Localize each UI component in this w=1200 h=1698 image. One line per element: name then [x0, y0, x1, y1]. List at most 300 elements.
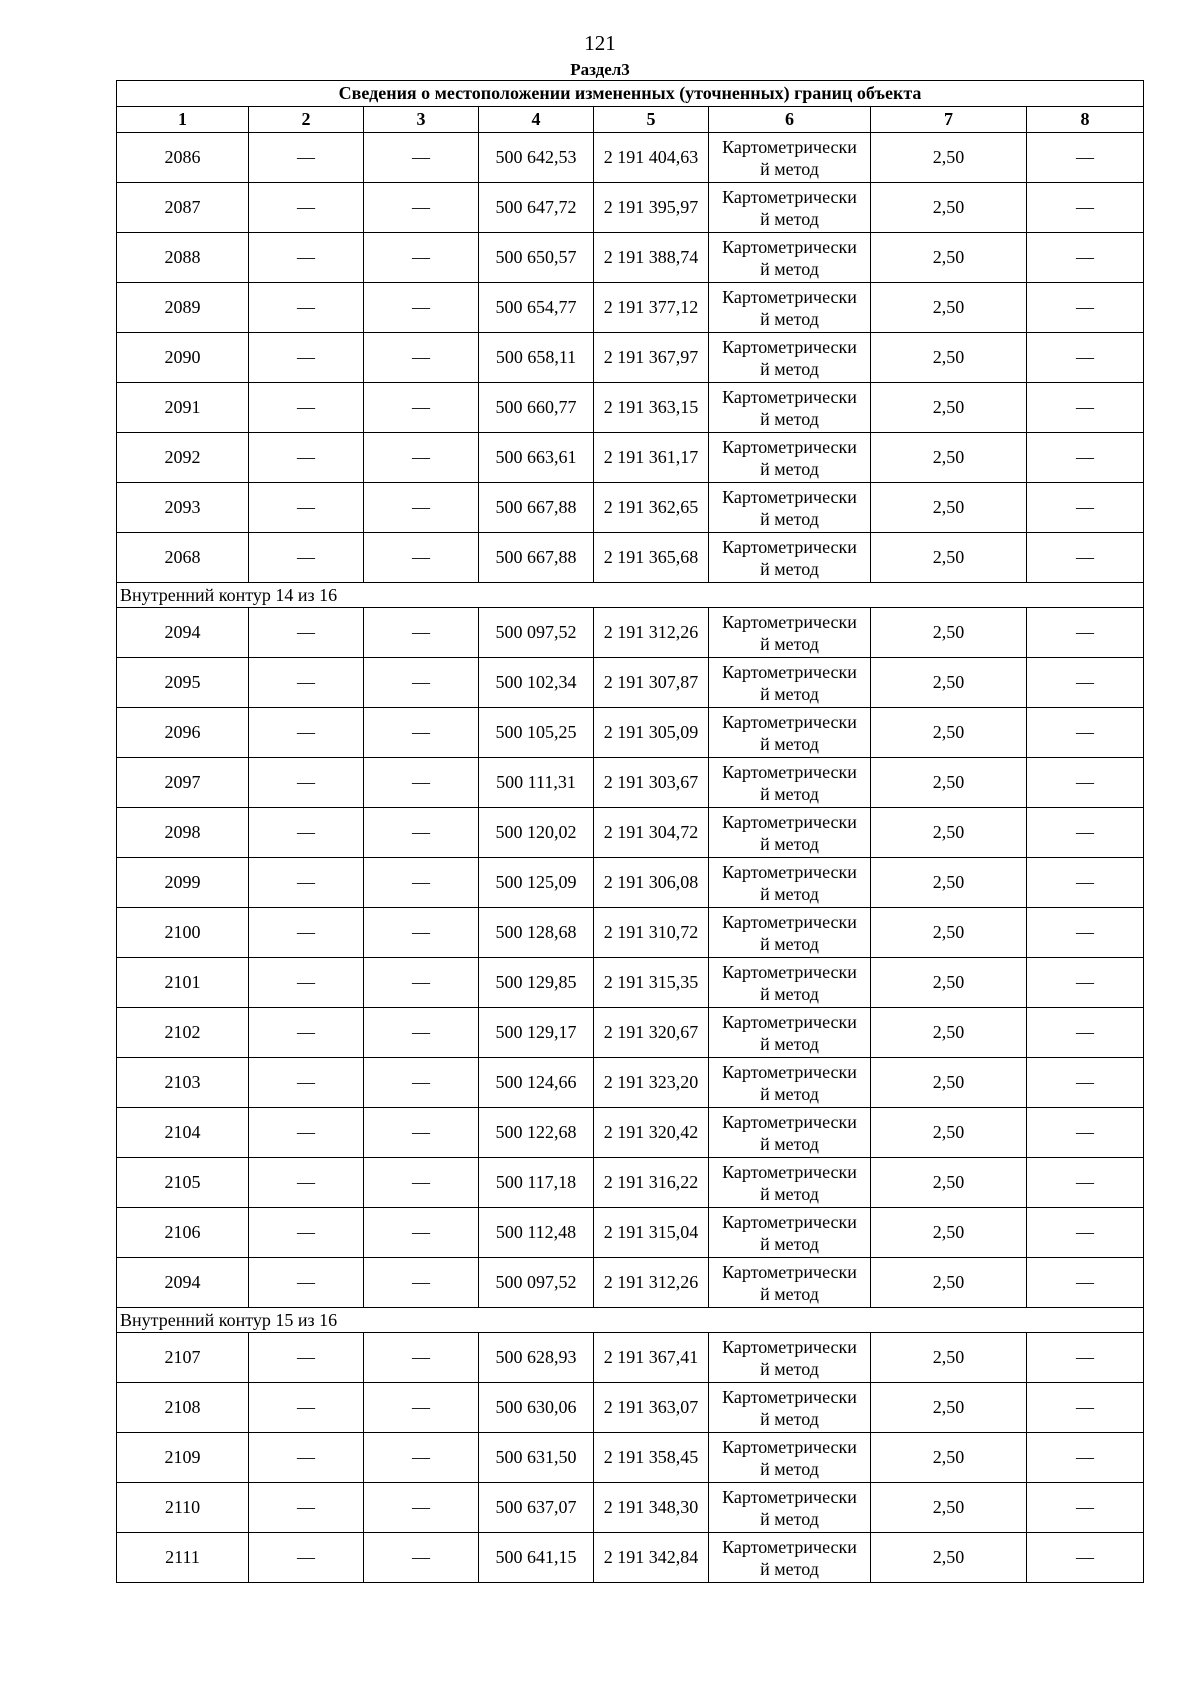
empty-dash-cell: —	[1027, 133, 1144, 183]
method-cell	[709, 908, 871, 958]
method-cell	[709, 1208, 871, 1258]
empty-dash-cell: —	[1027, 808, 1144, 858]
table-row	[117, 908, 1144, 958]
empty-dash-cell: —	[1027, 1008, 1144, 1058]
method-cell	[709, 1433, 871, 1483]
precision-cell: 2,50	[871, 858, 1027, 908]
empty-dash-cell: —	[1027, 433, 1144, 483]
empty-dash-cell: —	[364, 1058, 479, 1108]
method-cell	[709, 808, 871, 858]
coordinate-y-cell: 2 191 395,97	[594, 183, 709, 233]
coordinate-y-cell: 2 191 323,20	[594, 1058, 709, 1108]
contour-label: Внутренний контур 15 из 16	[117, 1308, 1144, 1333]
method-text-line1: Картометрически	[722, 961, 857, 982]
method-text-line1: Картометрически	[722, 811, 857, 832]
method-cell	[709, 1108, 871, 1158]
empty-dash-cell: —	[364, 958, 479, 1008]
precision-cell: 2,50	[871, 1208, 1027, 1258]
empty-dash-cell: —	[364, 483, 479, 533]
method-text-line2: й метод	[760, 1283, 819, 1304]
coordinate-y-cell: 2 191 367,41	[594, 1333, 709, 1383]
method-text-line2: й метод	[760, 508, 819, 529]
empty-dash-cell: —	[249, 758, 364, 808]
method-text-line1: Картометрически	[722, 861, 857, 882]
empty-dash-cell: —	[1027, 758, 1144, 808]
point-number-cell: 2068	[117, 533, 249, 583]
point-number-cell: 2096	[117, 708, 249, 758]
coordinate-x-cell: 500 658,11	[479, 333, 594, 383]
column-number: 5	[594, 107, 709, 133]
method-text-line1: Картометрически	[722, 1111, 857, 1132]
coordinate-y-cell: 2 191 388,74	[594, 233, 709, 283]
boundary-coordinates-table	[116, 80, 1144, 1583]
coordinate-x-cell: 500 125,09	[479, 858, 594, 908]
coordinate-x-cell: 500 642,53	[479, 133, 594, 183]
coordinate-y-cell: 2 191 377,12	[594, 283, 709, 333]
empty-dash-cell: —	[249, 658, 364, 708]
method-cell	[709, 283, 871, 333]
table-row	[117, 1208, 1144, 1258]
empty-dash-cell: —	[249, 483, 364, 533]
point-number-cell: 2092	[117, 433, 249, 483]
precision-cell: 2,50	[871, 433, 1027, 483]
point-number-cell: 2105	[117, 1158, 249, 1208]
coordinate-x-cell: 500 105,25	[479, 708, 594, 758]
method-text-line1: Картометрически	[722, 661, 857, 682]
precision-cell: 2,50	[871, 333, 1027, 383]
table-row	[117, 283, 1144, 333]
empty-dash-cell: —	[364, 808, 479, 858]
coordinate-x-cell: 500 112,48	[479, 1208, 594, 1258]
precision-cell: 2,50	[871, 958, 1027, 1008]
empty-dash-cell: —	[1027, 1533, 1144, 1583]
method-cell	[709, 608, 871, 658]
empty-dash-cell: —	[364, 1158, 479, 1208]
method-text-line1: Картометрически	[722, 1336, 857, 1357]
method-cell	[709, 1333, 871, 1383]
method-cell	[709, 958, 871, 1008]
precision-cell: 2,50	[871, 808, 1027, 858]
point-number-cell: 2090	[117, 333, 249, 383]
coordinate-x-cell: 500 630,06	[479, 1383, 594, 1433]
point-number-cell: 2108	[117, 1383, 249, 1433]
empty-dash-cell: —	[249, 908, 364, 958]
method-text-line1: Картометрически	[722, 1211, 857, 1232]
table-row	[117, 1258, 1144, 1308]
empty-dash-cell: —	[249, 1258, 364, 1308]
column-numbers-row	[117, 107, 1144, 133]
precision-cell: 2,50	[871, 133, 1027, 183]
empty-dash-cell: —	[249, 1208, 364, 1258]
point-number-cell: 2088	[117, 233, 249, 283]
empty-dash-cell: —	[364, 533, 479, 583]
method-text-line2: й метод	[760, 1408, 819, 1429]
coordinate-y-cell: 2 191 365,68	[594, 533, 709, 583]
empty-dash-cell: —	[1027, 1333, 1144, 1383]
coordinate-y-cell: 2 191 305,09	[594, 708, 709, 758]
empty-dash-cell: —	[249, 283, 364, 333]
empty-dash-cell: —	[249, 858, 364, 908]
table-row	[117, 233, 1144, 283]
empty-dash-cell: —	[1027, 233, 1144, 283]
method-text-line1: Картометрически	[722, 236, 857, 257]
method-text-line2: й метод	[760, 833, 819, 854]
empty-dash-cell: —	[364, 183, 479, 233]
method-cell	[709, 383, 871, 433]
method-text-line1: Картометрически	[722, 1486, 857, 1507]
empty-dash-cell: —	[1027, 483, 1144, 533]
empty-dash-cell: —	[1027, 658, 1144, 708]
table-row	[117, 1108, 1144, 1158]
coordinate-y-cell: 2 191 404,63	[594, 133, 709, 183]
empty-dash-cell: —	[1027, 1158, 1144, 1208]
precision-cell: 2,50	[871, 383, 1027, 433]
method-cell	[709, 483, 871, 533]
point-number-cell: 2097	[117, 758, 249, 808]
method-text-line2: й метод	[760, 1358, 819, 1379]
empty-dash-cell: —	[364, 283, 479, 333]
method-text-line2: й метод	[760, 558, 819, 579]
point-number-cell: 2111	[117, 1533, 249, 1583]
table-row	[117, 1058, 1144, 1108]
column-number: 6	[709, 107, 871, 133]
empty-dash-cell: —	[249, 383, 364, 433]
contour-header-row	[117, 1308, 1144, 1333]
empty-dash-cell: —	[1027, 1208, 1144, 1258]
empty-dash-cell: —	[249, 808, 364, 858]
precision-cell: 2,50	[871, 233, 1027, 283]
empty-dash-cell: —	[364, 1533, 479, 1583]
empty-dash-cell: —	[249, 433, 364, 483]
coordinate-x-cell: 500 129,17	[479, 1008, 594, 1058]
precision-cell: 2,50	[871, 1533, 1027, 1583]
empty-dash-cell: —	[249, 1383, 364, 1433]
precision-cell: 2,50	[871, 1008, 1027, 1058]
method-text-line2: й метод	[760, 983, 819, 1004]
method-text-line2: й метод	[760, 1233, 819, 1254]
coordinate-y-cell: 2 191 306,08	[594, 858, 709, 908]
point-number-cell: 2094	[117, 1258, 249, 1308]
empty-dash-cell: —	[364, 1483, 479, 1533]
empty-dash-cell: —	[364, 608, 479, 658]
empty-dash-cell: —	[1027, 283, 1144, 333]
method-cell	[709, 183, 871, 233]
empty-dash-cell: —	[364, 1333, 479, 1383]
method-text-line1: Картометрически	[722, 436, 857, 457]
method-text-line1: Картометрически	[722, 536, 857, 557]
table-row	[117, 808, 1144, 858]
column-number: 4	[479, 107, 594, 133]
method-text-line1: Картометрически	[722, 761, 857, 782]
method-text-line2: й метод	[760, 158, 819, 179]
precision-cell: 2,50	[871, 1158, 1027, 1208]
method-text-line1: Картометрически	[722, 286, 857, 307]
method-cell	[709, 333, 871, 383]
coordinate-y-cell: 2 191 342,84	[594, 1533, 709, 1583]
precision-cell: 2,50	[871, 1483, 1027, 1533]
empty-dash-cell: —	[1027, 333, 1144, 383]
point-number-cell: 2095	[117, 658, 249, 708]
empty-dash-cell: —	[249, 1108, 364, 1158]
coordinate-x-cell: 500 124,66	[479, 1058, 594, 1108]
section-title: Раздел3	[570, 60, 630, 79]
method-text-line2: й метод	[760, 1033, 819, 1054]
empty-dash-cell: —	[249, 133, 364, 183]
table-row	[117, 1008, 1144, 1058]
page-number: 121	[584, 31, 616, 55]
coordinate-x-cell: 500 122,68	[479, 1108, 594, 1158]
empty-dash-cell: —	[249, 1008, 364, 1058]
point-number-cell: 2102	[117, 1008, 249, 1058]
empty-dash-cell: —	[1027, 858, 1144, 908]
empty-dash-cell: —	[249, 533, 364, 583]
coordinate-y-cell: 2 191 307,87	[594, 658, 709, 708]
empty-dash-cell: —	[1027, 383, 1144, 433]
table-row	[117, 1158, 1144, 1208]
method-text-line2: й метод	[760, 883, 819, 904]
method-cell	[709, 133, 871, 183]
point-number-cell: 2089	[117, 283, 249, 333]
table-row	[117, 1383, 1144, 1433]
coordinate-x-cell: 500 660,77	[479, 383, 594, 433]
column-number: 8	[1027, 107, 1144, 133]
coordinate-y-cell: 2 191 316,22	[594, 1158, 709, 1208]
method-text-line1: Картометрически	[722, 336, 857, 357]
coordinate-x-cell: 500 647,72	[479, 183, 594, 233]
precision-cell: 2,50	[871, 1108, 1027, 1158]
empty-dash-cell: —	[364, 858, 479, 908]
empty-dash-cell: —	[249, 1433, 364, 1483]
coordinate-x-cell: 500 128,68	[479, 908, 594, 958]
table-row	[117, 608, 1144, 658]
coordinate-x-cell: 500 637,07	[479, 1483, 594, 1533]
table-row	[117, 433, 1144, 483]
empty-dash-cell: —	[1027, 1383, 1144, 1433]
coordinate-x-cell: 500 667,88	[479, 483, 594, 533]
empty-dash-cell: —	[364, 433, 479, 483]
precision-cell: 2,50	[871, 908, 1027, 958]
empty-dash-cell: —	[364, 1008, 479, 1058]
table-row	[117, 658, 1144, 708]
point-number-cell: 2099	[117, 858, 249, 908]
empty-dash-cell: —	[364, 1433, 479, 1483]
method-text-line2: й метод	[760, 683, 819, 704]
precision-cell: 2,50	[871, 658, 1027, 708]
method-text-line2: й метод	[760, 1558, 819, 1579]
method-cell	[709, 658, 871, 708]
coordinate-x-cell: 500 631,50	[479, 1433, 594, 1483]
table-row	[117, 133, 1144, 183]
empty-dash-cell: —	[249, 233, 364, 283]
empty-dash-cell: —	[1027, 1483, 1144, 1533]
table-row	[117, 383, 1144, 433]
coordinate-x-cell: 500 129,85	[479, 958, 594, 1008]
empty-dash-cell: —	[1027, 958, 1144, 1008]
method-text-line1: Картометрически	[722, 1061, 857, 1082]
point-number-cell: 2109	[117, 1433, 249, 1483]
table-caption: Сведения о местоположении измененных (уточненных) границ объекта	[117, 81, 1144, 107]
empty-dash-cell: —	[1027, 608, 1144, 658]
empty-dash-cell: —	[364, 1108, 479, 1158]
precision-cell: 2,50	[871, 283, 1027, 333]
empty-dash-cell: —	[364, 133, 479, 183]
empty-dash-cell: —	[364, 1383, 479, 1433]
coordinate-x-cell: 500 097,52	[479, 1258, 594, 1308]
table-row	[117, 1483, 1144, 1533]
coordinate-x-cell: 500 667,88	[479, 533, 594, 583]
point-number-cell: 2104	[117, 1108, 249, 1158]
precision-cell: 2,50	[871, 1058, 1027, 1108]
precision-cell: 2,50	[871, 1383, 1027, 1433]
method-text-line2: й метод	[760, 408, 819, 429]
coordinate-x-cell: 500 628,93	[479, 1333, 594, 1383]
coordinate-y-cell: 2 191 348,30	[594, 1483, 709, 1533]
precision-cell: 2,50	[871, 1333, 1027, 1383]
table-row	[117, 333, 1144, 383]
table-row	[117, 533, 1144, 583]
empty-dash-cell: —	[249, 1058, 364, 1108]
coordinate-y-cell: 2 191 315,35	[594, 958, 709, 1008]
empty-dash-cell: —	[1027, 533, 1144, 583]
method-text-line1: Картометрически	[722, 486, 857, 507]
method-text-line1: Картометрически	[722, 1011, 857, 1032]
method-text-line1: Картометрически	[722, 1261, 857, 1282]
method-text-line1: Картометрически	[722, 1436, 857, 1457]
empty-dash-cell: —	[364, 908, 479, 958]
method-cell	[709, 1158, 871, 1208]
empty-dash-cell: —	[249, 1533, 364, 1583]
coordinate-y-cell: 2 191 358,45	[594, 1433, 709, 1483]
empty-dash-cell: —	[249, 958, 364, 1008]
column-number: 1	[117, 107, 249, 133]
point-number-cell: 2107	[117, 1333, 249, 1383]
method-text-line1: Картометрически	[722, 611, 857, 632]
table-row	[117, 858, 1144, 908]
empty-dash-cell: —	[364, 1258, 479, 1308]
coordinate-y-cell: 2 191 361,17	[594, 433, 709, 483]
coordinate-x-cell: 500 650,57	[479, 233, 594, 283]
empty-dash-cell: —	[1027, 1258, 1144, 1308]
precision-cell: 2,50	[871, 1258, 1027, 1308]
empty-dash-cell: —	[249, 1483, 364, 1533]
coordinate-x-cell: 500 120,02	[479, 808, 594, 858]
table-caption-row	[117, 81, 1144, 107]
table-row	[117, 1433, 1144, 1483]
empty-dash-cell: —	[364, 658, 479, 708]
method-cell	[709, 1383, 871, 1433]
method-text-line2: й метод	[760, 1083, 819, 1104]
method-text-line2: й метод	[760, 358, 819, 379]
table-row	[117, 958, 1144, 1008]
point-number-cell: 2093	[117, 483, 249, 533]
coordinate-y-cell: 2 191 312,26	[594, 1258, 709, 1308]
contour-label: Внутренний контур 14 из 16	[117, 583, 1144, 608]
column-number: 2	[249, 107, 364, 133]
method-text-line2: й метод	[760, 208, 819, 229]
point-number-cell: 2106	[117, 1208, 249, 1258]
method-text-line2: й метод	[760, 1183, 819, 1204]
method-cell	[709, 433, 871, 483]
coordinate-y-cell: 2 191 363,15	[594, 383, 709, 433]
precision-cell: 2,50	[871, 1433, 1027, 1483]
coordinate-y-cell: 2 191 320,42	[594, 1108, 709, 1158]
coordinate-x-cell: 500 663,61	[479, 433, 594, 483]
method-text-line1: Картометрически	[722, 911, 857, 932]
precision-cell: 2,50	[871, 708, 1027, 758]
method-text-line2: й метод	[760, 933, 819, 954]
table-row	[117, 758, 1144, 808]
method-cell	[709, 1008, 871, 1058]
coordinate-y-cell: 2 191 312,26	[594, 608, 709, 658]
empty-dash-cell: —	[1027, 183, 1144, 233]
contour-header-row	[117, 583, 1144, 608]
empty-dash-cell: —	[1027, 1058, 1144, 1108]
method-cell	[709, 233, 871, 283]
empty-dash-cell: —	[249, 708, 364, 758]
empty-dash-cell: —	[249, 608, 364, 658]
empty-dash-cell: —	[364, 333, 479, 383]
method-text-line1: Картометрически	[722, 711, 857, 732]
column-number: 3	[364, 107, 479, 133]
method-cell	[709, 1483, 871, 1533]
method-cell	[709, 708, 871, 758]
empty-dash-cell: —	[1027, 708, 1144, 758]
empty-dash-cell: —	[249, 183, 364, 233]
coordinate-x-cell: 500 097,52	[479, 608, 594, 658]
point-number-cell: 2103	[117, 1058, 249, 1108]
table-row	[117, 1333, 1144, 1383]
coordinate-x-cell: 500 102,34	[479, 658, 594, 708]
point-number-cell: 2094	[117, 608, 249, 658]
coordinate-x-cell: 500 654,77	[479, 283, 594, 333]
empty-dash-cell: —	[364, 1208, 479, 1258]
method-text-line1: Картометрически	[722, 1536, 857, 1557]
table-row	[117, 483, 1144, 533]
method-text-line2: й метод	[760, 1133, 819, 1154]
coordinate-y-cell: 2 191 362,65	[594, 483, 709, 533]
coordinate-x-cell: 500 641,15	[479, 1533, 594, 1583]
coordinate-y-cell: 2 191 363,07	[594, 1383, 709, 1433]
method-text-line2: й метод	[760, 733, 819, 754]
point-number-cell: 2110	[117, 1483, 249, 1533]
coordinate-y-cell: 2 191 304,72	[594, 808, 709, 858]
empty-dash-cell: —	[1027, 908, 1144, 958]
method-text-line2: й метод	[760, 258, 819, 279]
method-text-line1: Картометрически	[722, 1386, 857, 1407]
coordinate-x-cell: 500 111,31	[479, 758, 594, 808]
empty-dash-cell: —	[1027, 1433, 1144, 1483]
method-text-line2: й метод	[760, 458, 819, 479]
method-cell	[709, 1058, 871, 1108]
method-cell	[709, 758, 871, 808]
empty-dash-cell: —	[364, 708, 479, 758]
empty-dash-cell: —	[364, 383, 479, 433]
precision-cell: 2,50	[871, 533, 1027, 583]
coordinate-y-cell: 2 191 320,67	[594, 1008, 709, 1058]
method-text-line2: й метод	[760, 783, 819, 804]
method-cell	[709, 1258, 871, 1308]
precision-cell: 2,50	[871, 608, 1027, 658]
column-number: 7	[871, 107, 1027, 133]
method-text-line2: й метод	[760, 1508, 819, 1529]
empty-dash-cell: —	[249, 333, 364, 383]
table-row	[117, 183, 1144, 233]
point-number-cell: 2101	[117, 958, 249, 1008]
empty-dash-cell: —	[249, 1158, 364, 1208]
table-row	[117, 708, 1144, 758]
point-number-cell: 2087	[117, 183, 249, 233]
empty-dash-cell: —	[249, 1333, 364, 1383]
